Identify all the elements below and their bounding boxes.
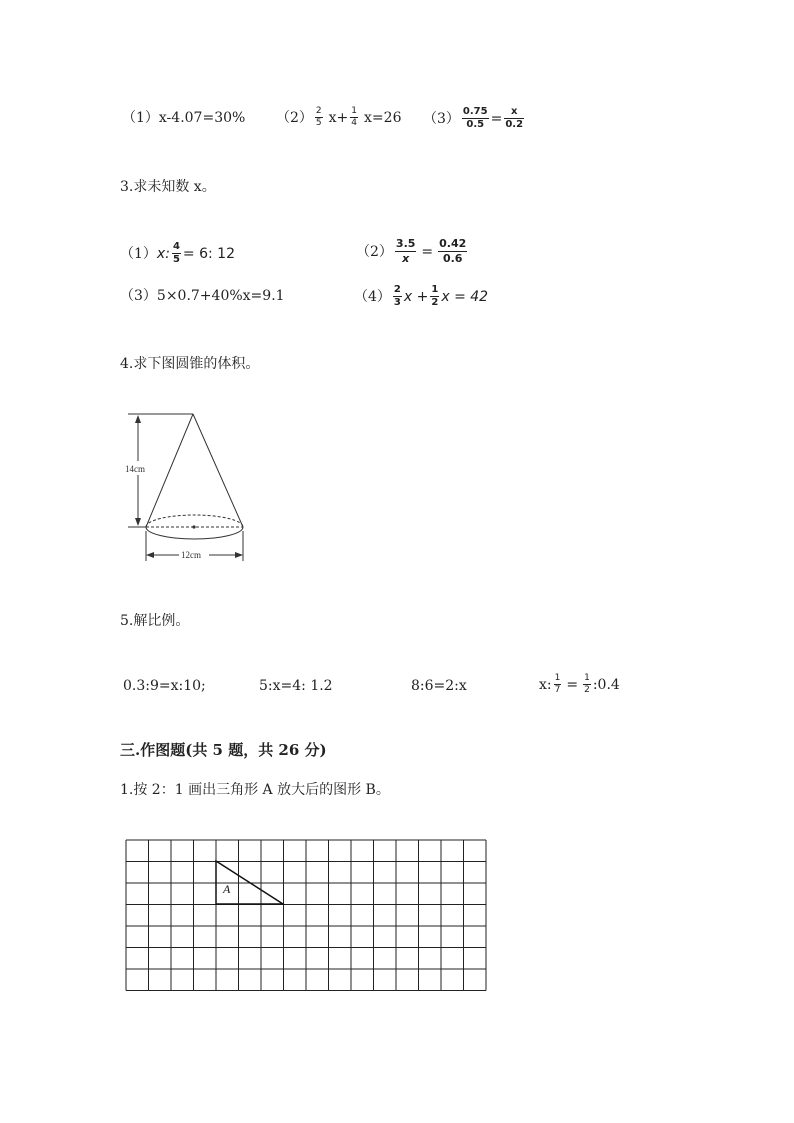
frac-den: 7 [554, 685, 561, 695]
q3-p4-rest: x = 42 [441, 288, 489, 305]
frac-den: 0.2 [505, 119, 524, 130]
fraction-1-2 [430, 284, 439, 309]
height-arrow-down [135, 518, 141, 526]
frac-num: 4 [172, 241, 180, 252]
equation-2 [276, 106, 401, 129]
equation-1 [122, 108, 245, 128]
q5-eq-3: 8:6=2:x [411, 678, 467, 694]
frac-num: 0.75 [462, 106, 488, 117]
frac-den: 5 [315, 118, 322, 128]
cone-right-edge [193, 414, 243, 527]
q3-p1-rest: = 6: 12 [182, 245, 235, 262]
frac-den: 0.6 [442, 252, 463, 265]
fraction-1-4 [350, 106, 358, 129]
q3-part-1 [120, 241, 235, 266]
frac-num: 2 [315, 106, 322, 116]
frac-den: 3 [393, 297, 401, 308]
frac-num: 2 [393, 284, 401, 295]
frac-num: x [504, 106, 524, 119]
height-label: 14cm [125, 464, 145, 474]
equation-3 [423, 106, 526, 131]
equation-3-prefix: （3） [423, 110, 460, 127]
diameter-arrow-right [235, 552, 243, 558]
equals-sign: = [566, 676, 579, 693]
cone-center-point [192, 525, 195, 528]
diameter-arrow-left [146, 552, 154, 558]
equals-sign: = [421, 243, 434, 260]
q5-heading: 5.解比例。 [120, 613, 190, 629]
q5-e4-var: x: [539, 676, 552, 693]
fraction-x-02 [504, 106, 524, 131]
frac-den: 0.5 [466, 119, 485, 130]
q4-heading: 4.求下图圆锥的体积。 [120, 356, 260, 372]
q3-part-3: （3）5×0.7+40%x=9.1 [120, 288, 285, 304]
q5-eq-1: 0.3:9=x:10; [123, 678, 206, 694]
section-3-q1: 1.按 2：1 画出三角形 A 放大后的图形 B。 [120, 782, 390, 798]
q5-eq-4 [539, 673, 620, 696]
q5-e4-rest: :0.4 [592, 676, 620, 693]
frac-num: 3.5 [395, 237, 416, 250]
fraction-075-05 [462, 106, 489, 131]
equation-2-prefix: （2） [276, 109, 313, 126]
q3-p1-prefix: （1） [120, 245, 157, 262]
cone-base-front [146, 527, 243, 539]
q3-p1-var: x: [156, 245, 170, 262]
fraction-2-3 [393, 284, 402, 309]
frac-num: 1 [351, 106, 358, 116]
equation-2-suffix: x=26 [364, 109, 402, 126]
frac-num: 1 [431, 284, 439, 295]
section-3-heading: 三.作图题(共 5 题，共 26 分) [120, 741, 327, 759]
q5-eq-2: 5:x=4: 1.2 [259, 678, 333, 694]
triangle-a-label: A [223, 882, 231, 896]
height-arrow-up [135, 415, 141, 423]
fraction-042-06 [438, 237, 467, 266]
cone-diagram [120, 405, 255, 565]
q3-p4-prefix: （4） [354, 288, 391, 305]
cone-base-back [146, 515, 243, 527]
cone-figure [124, 414, 243, 561]
equation-1-text: （1）x-4.07=30% [122, 110, 246, 126]
grid-diagram [125, 839, 491, 994]
q3-p4-mid: x + [403, 288, 429, 305]
fraction-2-5 [315, 106, 323, 129]
frac-den: 2 [431, 297, 439, 308]
frac-num: 0.42 [439, 237, 467, 250]
q3-part-2 [356, 237, 469, 266]
frac-den: 4 [351, 118, 358, 128]
fraction-35-x [395, 237, 417, 266]
diameter-label: 12cm [181, 550, 201, 560]
q3-heading: 3.求未知数 x。 [120, 179, 216, 195]
q3-part-4 [354, 284, 488, 309]
frac-num: 1 [554, 673, 561, 683]
grid-lines [126, 840, 486, 991]
equation-2-mid: x+ [328, 109, 349, 126]
fraction-4-5 [172, 241, 181, 266]
frac-den: x [402, 252, 410, 265]
frac-den: 5 [172, 254, 180, 265]
q3-p2-prefix: （2） [356, 243, 393, 260]
fraction-1-7 [554, 673, 562, 696]
frac-num: 1 [584, 673, 590, 683]
equals-sign: = [490, 110, 503, 127]
frac-den: 2 [584, 685, 590, 695]
fraction-1-2b [583, 673, 591, 696]
